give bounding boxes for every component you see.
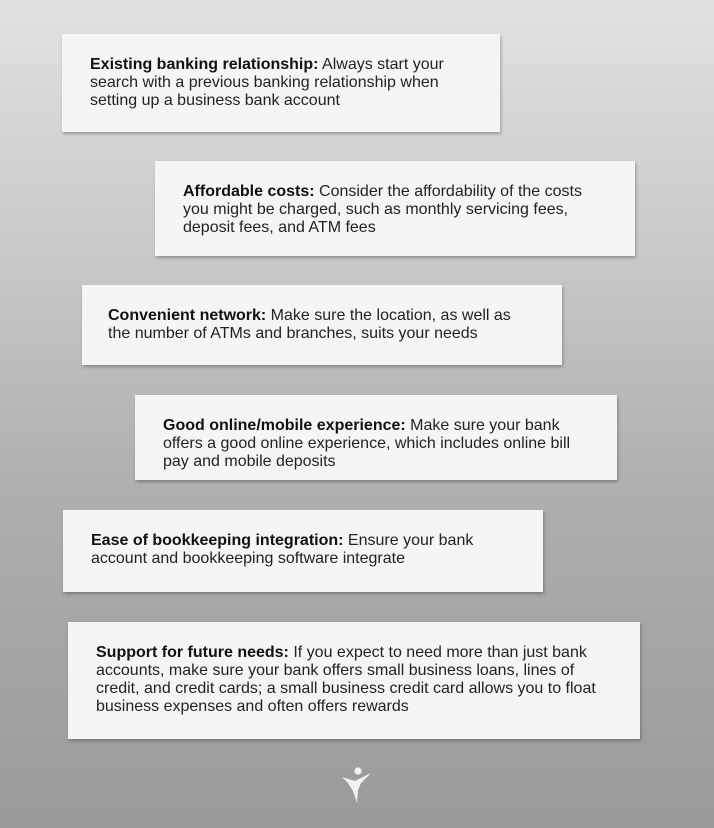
tip-description: Always start your search with a previous banking relationship when setting up a business bank account xyxy=(90,56,444,109)
tip-card-convenient-network xyxy=(82,285,562,365)
tip-title: Ease of bookkeeping integration: xyxy=(91,532,344,549)
tip-title: Support for future needs: xyxy=(96,644,289,661)
tip-description: Make sure your bank offers a good online experience, which includes online bill pay and mobile deposits xyxy=(163,417,571,470)
tip-title: Existing banking relationship: xyxy=(90,56,319,73)
tip-card-existing-banking-relationship xyxy=(62,34,500,132)
brand-person-logo-icon xyxy=(340,766,374,806)
tip-card-online-mobile-experience xyxy=(135,395,617,480)
tip-description: If you expect to need more than just bank accounts, make sure your bank offers small business loans, lines of credit, and credit cards; a small business credit card allows you to float business expenses and often offers rewards xyxy=(96,644,596,715)
tip-title: Convenient network: xyxy=(108,307,267,324)
tip-title: Affordable costs: xyxy=(183,183,315,200)
tip-title: Good online/mobile experience: xyxy=(163,417,406,434)
tip-description: Consider the affordability of the costs you might be charged, such as monthly servicing fees, deposit fees, and ATM fees xyxy=(183,183,582,236)
tip-card-affordable-costs xyxy=(155,161,635,256)
tip-card-bookkeeping-integration xyxy=(63,510,543,592)
tip-description: Ensure your bank account and bookkeeping software integrate xyxy=(91,532,474,567)
tip-description: Make sure the location, as well as the number of ATMs and branches, suits your needs xyxy=(108,307,511,342)
tip-card-future-needs xyxy=(68,622,640,739)
